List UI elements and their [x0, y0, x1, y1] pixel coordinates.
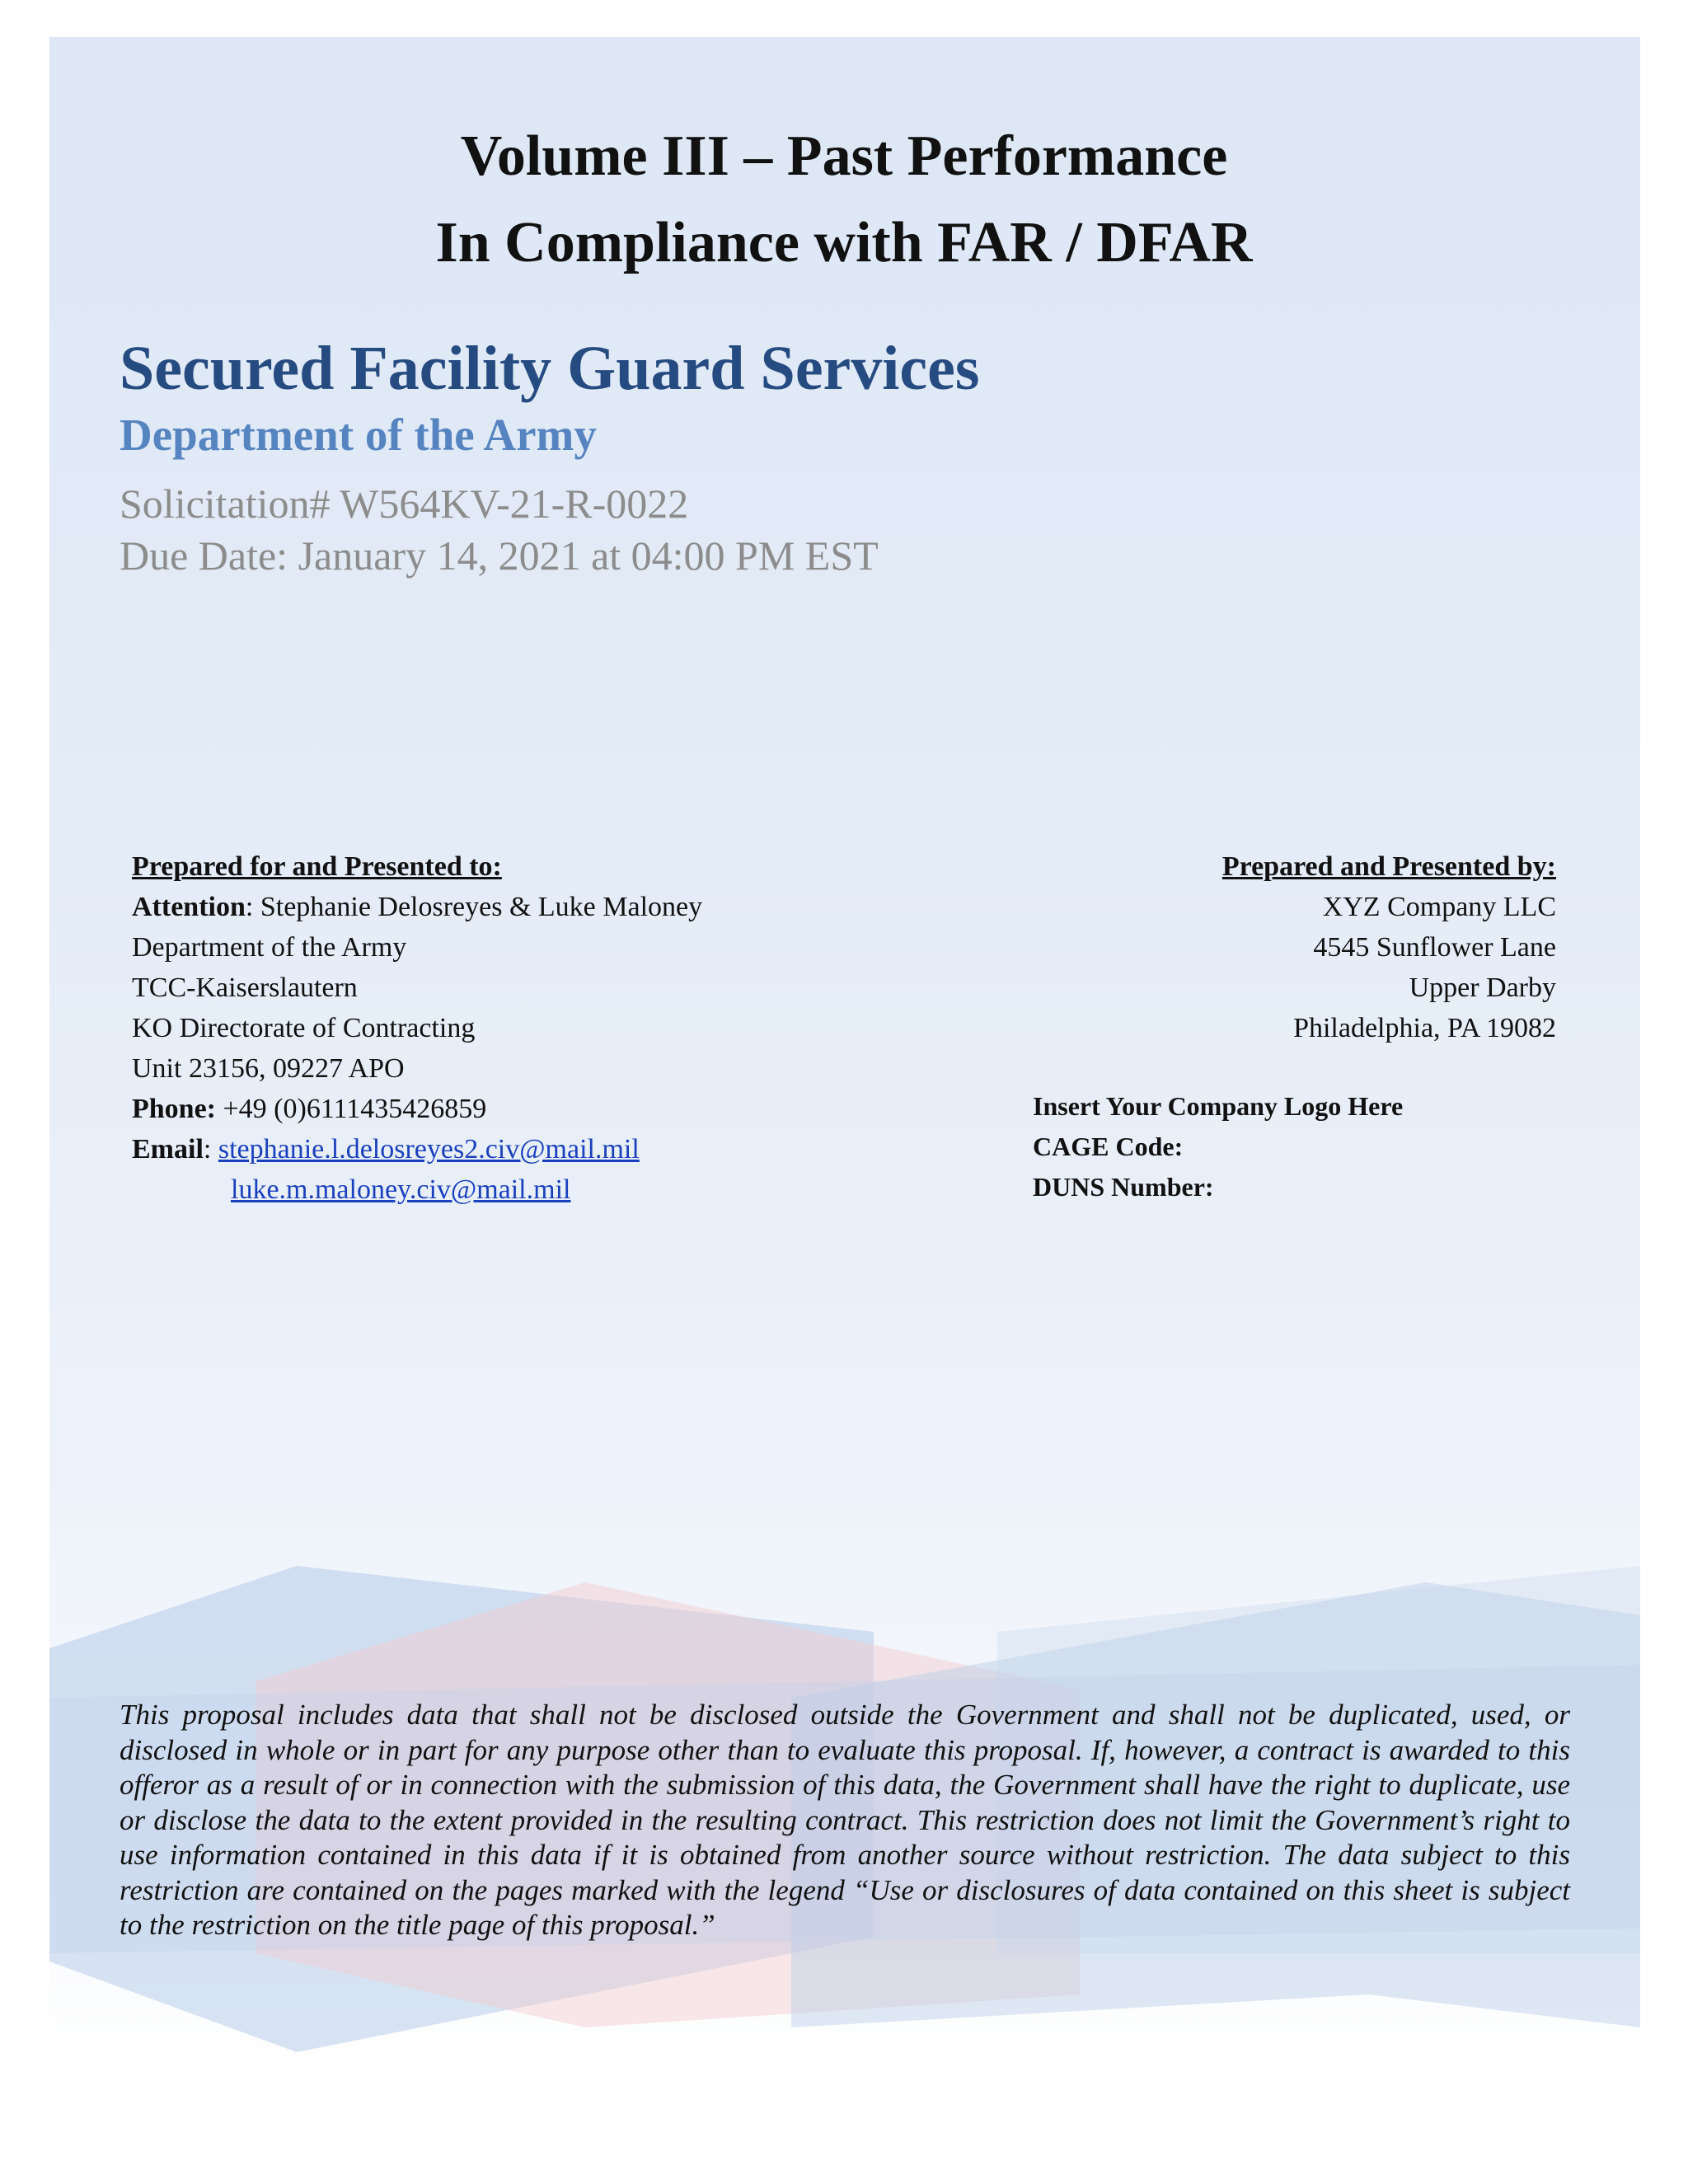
email-line-2 — [132, 1169, 702, 1210]
duns-number-label: DUNS Number: — [1033, 1172, 1214, 1202]
email-link-maloney[interactable]: luke.m.maloney.civ@mail.mil — [231, 1174, 571, 1205]
prepared-by-block — [1222, 846, 1556, 1048]
email-line — [132, 1129, 702, 1169]
phone-label: Phone: — [132, 1094, 216, 1124]
attention-line — [132, 887, 702, 927]
attention-value: : Stephanie Delosreyes & Luke Maloney — [245, 892, 703, 922]
email-label: Email — [132, 1134, 204, 1165]
company-line: Philadelphia, PA 19082 — [1293, 1013, 1556, 1043]
company-info-block — [1033, 1086, 1403, 1207]
due-date: Due Date: January 14, 2021 at 04:00 PM EST — [120, 532, 879, 579]
company-line: 4545 Sunflower Lane — [1313, 932, 1556, 963]
prepared-for-block — [132, 846, 702, 1210]
volume-title: Volume III – Past Performance — [460, 124, 1228, 188]
project-title: Secured Facility Guard Services — [120, 334, 980, 403]
address-line: Unit 23156, 09227 APO — [132, 1053, 405, 1084]
phone-line — [132, 1089, 702, 1129]
address-line: Department of the Army — [132, 932, 407, 963]
cage-code-label: CAGE Code: — [1033, 1132, 1184, 1161]
phone-value: +49 (0)6111435426859 — [216, 1094, 487, 1124]
attention-label: Attention — [132, 892, 246, 922]
disclaimer-text: This proposal includes data that shall not be disclosed outside the Government and shall not be duplicated, used, or disclosed in whole or in part for any purpose other than to evaluate this proposal. If, however, a contract is awarded to this offeror as a result of or in connection with the submission of this data, the Government shall have the right to duplicate, use or disclose the data to the extent provided in the resulting contract. This restriction does not limit the Government’s right to use information contained in this data if it is obtained from another source without restriction. The data subject to this restriction are contained on the pages marked with the legend “Use or disclosures of data contained on this sheet is subject to the restriction on the title page of this proposal.” — [120, 1699, 1570, 1941]
compliance-title: In Compliance with FAR / DFAR — [435, 211, 1253, 274]
company-line: XYZ Company LLC — [1322, 892, 1556, 922]
email-link-delosreyes[interactable]: stephanie.l.delosreyes2.civ@mail.mil — [218, 1134, 640, 1165]
agency-name: Department of the Army — [120, 410, 597, 460]
address-line: TCC-Kaiserslautern — [132, 972, 358, 1003]
email-separator: : — [203, 1134, 218, 1165]
logo-placeholder: Insert Your Company Logo Here — [1033, 1091, 1404, 1121]
address-line: KO Directorate of Contracting — [132, 1013, 476, 1043]
prepared-for-heading: Prepared for and Presented to: — [132, 851, 502, 882]
company-line: Upper Darby — [1409, 972, 1556, 1003]
solicitation-number: Solicitation# W564KV-21-R-0022 — [120, 480, 689, 527]
prepared-by-heading: Prepared and Presented by: — [1221, 851, 1556, 882]
